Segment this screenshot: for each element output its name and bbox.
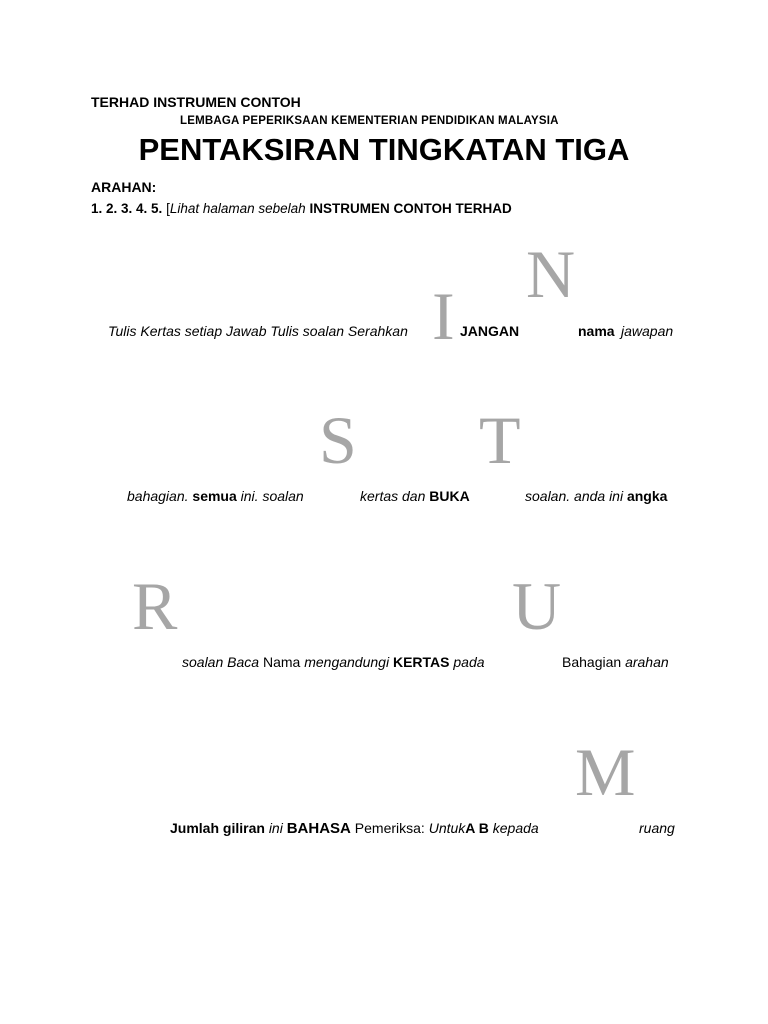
- row2-segment-1: [127, 488, 304, 504]
- row4-pemeriksa: Pemeriksa:: [354, 820, 425, 836]
- row4-kepada: kepada: [492, 820, 539, 836]
- instructions-heading: ARAHAN:: [91, 179, 157, 195]
- row1-text: Tulis Kertas setiap Jawab Tulis soalan Serahkan: [108, 323, 408, 339]
- big-letter-u: U: [512, 568, 562, 644]
- instruction-note-bold: INSTRUMEN CONTOH TERHAD: [309, 201, 512, 216]
- row2-segment-2: [360, 488, 470, 504]
- row4-a-b: A B: [465, 820, 489, 836]
- row1-nama: nama: [578, 323, 615, 339]
- row2-angka: angka: [626, 488, 668, 504]
- big-letter-i: I: [432, 278, 455, 354]
- row4-jumlah-giliran: Jumlah giliran: [170, 820, 265, 836]
- row3-segment-2: [562, 654, 669, 670]
- row4-bahasa: BAHASA: [286, 820, 351, 837]
- row4-ini: ini: [268, 820, 283, 836]
- row2-ini-soalan: ini. soalan: [240, 488, 304, 504]
- instruction-note: Lihat halaman sebelah: [169, 201, 306, 216]
- row3-nama: Nama: [262, 654, 301, 670]
- row2-kertas-dan: kertas dan: [360, 488, 426, 504]
- row2-segment-3: [525, 488, 667, 504]
- row1-jangan: JANGAN: [460, 323, 520, 339]
- row2-buka: BUKA: [429, 488, 470, 504]
- row2-bahagian: bahagian.: [127, 488, 189, 504]
- row3-mengandungi: mengandungi: [304, 654, 390, 670]
- header-restricted-label: TERHAD INSTRUMEN CONTOH: [91, 94, 301, 110]
- row1-jawapan: jawapan: [621, 323, 674, 339]
- row4-ruang: ruang: [639, 820, 675, 836]
- row3-pada: pada: [453, 654, 485, 670]
- row3-soalan-baca: soalan Baca: [182, 654, 260, 670]
- instruction-numbers: 1. 2. 3. 4. 5.: [91, 201, 163, 216]
- big-letter-s: S: [319, 402, 357, 478]
- big-letter-r: R: [132, 568, 178, 644]
- instruction-bracket: [: [166, 201, 170, 216]
- row3-arahan: arahan: [625, 654, 669, 670]
- big-letter-m: M: [575, 734, 636, 810]
- row3-segment-1: [182, 654, 485, 670]
- page-title: PENTAKSIRAN TINGKATAN TIGA: [138, 132, 630, 167]
- row2-soalan-anda: soalan. anda ini: [525, 488, 624, 504]
- header-institution: LEMBAGA PEPERIKSAAN KEMENTERIAN PENDIDIKAN MALAYSIA: [180, 115, 559, 127]
- big-letter-n: N: [526, 236, 576, 312]
- row3-kertas: KERTAS: [392, 654, 450, 670]
- row4-segment-1: [170, 820, 539, 837]
- row2-semua: semua: [192, 488, 237, 504]
- row3-bahagian: Bahagian: [562, 654, 622, 670]
- instructions-line: [91, 201, 512, 216]
- big-letter-t: T: [479, 402, 521, 478]
- row4-untuk: Untuk: [428, 820, 466, 836]
